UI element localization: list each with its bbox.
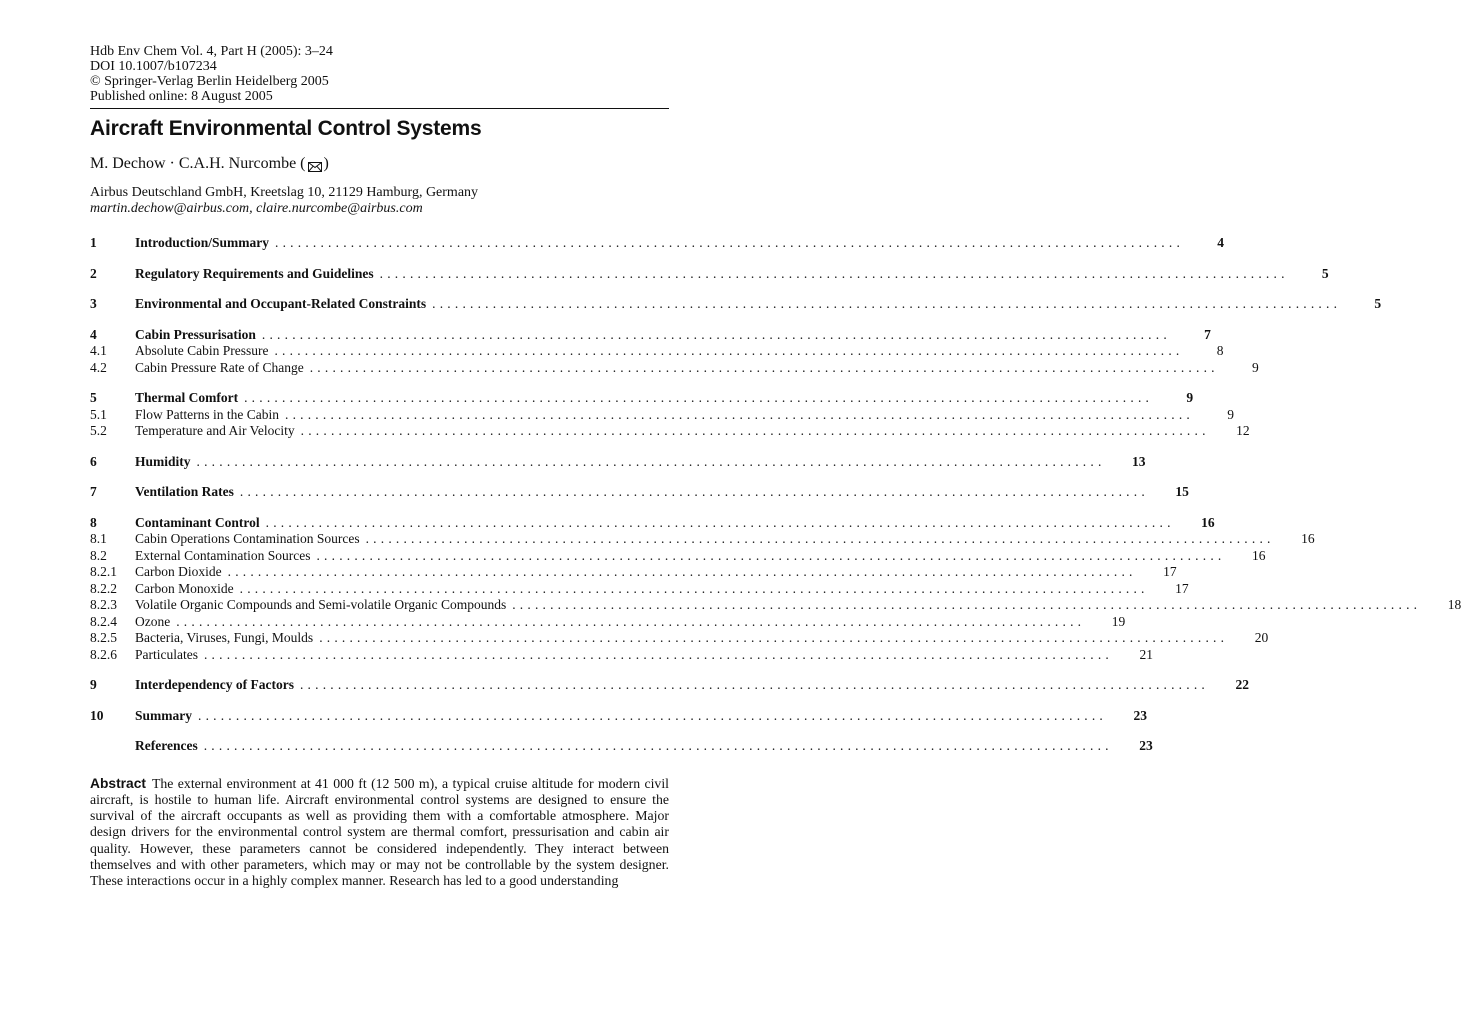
toc-entry-page: 20 (1254, 630, 1269, 645)
toc-entry-title: Bacteria, Viruses, Fungi, Moulds (135, 630, 314, 645)
toc-gap (90, 440, 669, 454)
toc-entry-title: Carbon Monoxide (135, 580, 234, 596)
abstract-label: Abstract (90, 775, 146, 791)
toc-entry-page: 4 (1217, 235, 1225, 250)
toc-dot-leader: ........................................................................................................................ (203, 646, 1113, 662)
toc-entry-page: 19 (1111, 613, 1126, 629)
toc-entry-title: Cabin Pressure Rate of Change (135, 359, 304, 375)
toc-entry-title: Absolute Cabin Pressure (135, 343, 269, 358)
abstract-text: The external environment at 41 000 ft (12 500 m), a typical cruise altitude for modern civil aircraft, is hostile to human life. Aircraft environmental control systems are designed to ensure the survival of the aircraft occupants as well as providing them with a comfortable atmosphere. Major design drivers for the environmental control system are thermal comfort, pressurisation and cabin air quality. However, these parameters cannot be considered independently. They interact between themselves and with other parameters, which may or may not be controllable by the system designer. These interactions occur in a highly complex manner. Research has led to a good understanding (90, 775, 669, 889)
toc-entry-number: 4.2 (90, 359, 107, 375)
doi-line: DOI 10.1007/b107234 (90, 59, 217, 74)
toc-entry-title: Temperature and Air Velocity (135, 423, 295, 438)
toc-dot-leader: ........................................................................................................................ (319, 630, 1229, 645)
toc-entry-number: 8.2.5 (90, 630, 117, 645)
envelope-icon[interactable] (308, 159, 322, 169)
toc-entry-title: Thermal Comfort (135, 390, 239, 405)
toc-gap (90, 252, 669, 266)
author-emails[interactable]: martin.dechow@airbus.com, claire.nurcombe@airbus.com (90, 201, 423, 216)
author-names: M. Dechow · C.A.H. Nurcombe ( (90, 155, 306, 172)
toc-entry-number: 8.2 (90, 547, 107, 563)
toc-gap (90, 724, 669, 738)
published-line: Published online: 8 August 2005 (90, 89, 273, 104)
toc-entry-number: 6 (90, 453, 97, 469)
toc-entry-number: 7 (90, 484, 97, 499)
paper-page (90, 44, 1461, 890)
toc-entry[interactable] (90, 580, 1189, 598)
toc-gap (90, 313, 669, 327)
toc-entry-number: 4.1 (90, 343, 107, 358)
toc-entry[interactable] (90, 707, 1147, 725)
toc-entry[interactable] (90, 235, 1225, 252)
toc-entry-title: Humidity (135, 453, 191, 469)
toc-entry-title: Environmental and Occupant-Related Constraints (135, 296, 427, 311)
toc-dot-leader: ........................................................................................................................ (274, 343, 1184, 358)
toc-entry[interactable] (90, 326, 1211, 344)
toc-entry[interactable] (90, 613, 1126, 631)
toc-entry-page: 7 (1204, 326, 1211, 342)
toc-entry[interactable] (90, 630, 1269, 647)
toc-dot-leader: ........................................................................................................................ (309, 359, 1219, 375)
abstract (90, 776, 669, 890)
toc-entry[interactable] (90, 677, 1249, 694)
toc-gap (90, 501, 669, 515)
toc-entry-title: Ozone (135, 613, 171, 629)
toc-entry-page: 16 (1201, 514, 1215, 530)
toc-entry[interactable] (90, 514, 1215, 532)
toc-entry[interactable] (90, 564, 1177, 581)
toc-entry-page: 9 (1251, 359, 1259, 375)
toc-entry-page: 13 (1132, 453, 1146, 469)
toc-entry-number: 8.1 (90, 531, 107, 546)
toc-entry-title: Interdependency of Factors (135, 677, 294, 692)
toc-dot-leader: ........................................................................................................................ (244, 390, 1154, 405)
toc-entry[interactable] (90, 343, 1224, 360)
journal-line: Hdb Env Chem Vol. 4, Part H (2005): 3–24 (90, 44, 333, 59)
toc-entry-page: 22 (1235, 677, 1249, 692)
toc-gap (90, 376, 669, 390)
toc-entry-number: 2 (90, 265, 97, 281)
author-closing-paren: ) (323, 155, 329, 172)
toc-gap (90, 694, 669, 708)
toc-entry[interactable] (90, 453, 1146, 471)
toc-entry[interactable] (90, 531, 1315, 548)
toc-entry-number: 5.1 (90, 406, 107, 422)
toc-entry[interactable] (90, 484, 1189, 501)
toc-entry-page: 17 (1163, 564, 1177, 579)
toc-entry[interactable] (90, 547, 1266, 565)
toc-entry-page: 9 (1227, 406, 1234, 422)
toc-entry-page: 17 (1175, 580, 1189, 596)
toc-entry-title: Regulatory Requirements and Guidelines (135, 265, 374, 281)
toc-entry-title: Introduction/Summary (135, 235, 270, 250)
toc-dot-leader: ........................................................................................................................ (239, 580, 1149, 596)
toc-entry[interactable] (90, 646, 1153, 664)
toc-entry-page: 21 (1139, 646, 1153, 662)
toc-entry-title: References (135, 738, 198, 753)
toc-entry-page: 12 (1236, 423, 1250, 438)
toc-entry-page: 23 (1139, 738, 1153, 753)
toc-gap (90, 663, 669, 677)
toc-dot-leader: ........................................................................................................................ (365, 531, 1275, 546)
toc-dot-leader: ........................................................................................................................ (316, 547, 1226, 563)
toc-entry-page: 23 (1133, 707, 1147, 723)
toc-entry-title: Ventilation Rates (135, 484, 234, 499)
publication-meta (90, 44, 669, 104)
toc-entry-title: Cabin Operations Contamination Sources (135, 531, 360, 546)
toc-dot-leader: ........................................................................................................................ (512, 597, 1422, 612)
toc-dot-leader: ........................................................................................................................ (300, 423, 1210, 438)
toc-entry[interactable] (90, 406, 1234, 424)
toc-entry-title: Flow Patterns in the Cabin (135, 406, 279, 422)
toc-entry-number: 1 (90, 235, 97, 250)
toc-entry-title: Particulates (135, 646, 198, 662)
toc-dot-leader: ........................................................................................................................ (265, 514, 1175, 530)
toc-entry-number: 8.2.4 (90, 613, 117, 629)
toc-entry-number: 10 (90, 707, 104, 723)
toc-entry-number: 8.2.3 (90, 597, 117, 612)
toc-entry-title: Volatile Organic Compounds and Semi-volatile Organic Compounds (135, 597, 507, 612)
affiliation: Airbus Deutschland GmbH, Kreetslag 10, 21129 Hamburg, Germany (90, 185, 479, 200)
toc-entry-title: Summary (135, 707, 192, 723)
toc-entry-page: 16 (1251, 547, 1266, 563)
toc-entry-title: Carbon Dioxide (135, 564, 222, 579)
toc-entry[interactable] (90, 265, 1329, 283)
toc-entry[interactable] (90, 296, 1382, 313)
toc-dot-leader: ........................................................................................................................ (198, 707, 1107, 723)
toc-entry-page: 15 (1175, 484, 1189, 499)
toc-dot-leader: ........................................................................................................................ (432, 296, 1342, 311)
paper-title: Aircraft Environmental Control Systems (90, 117, 482, 140)
toc-entry[interactable] (90, 597, 1461, 614)
toc-entry-number: 3 (90, 296, 97, 311)
toc-entry-number: 8.2.1 (90, 564, 117, 579)
toc-entry-title: Contaminant Control (135, 514, 260, 530)
toc-entry-number: 8.2.2 (90, 580, 117, 596)
copyright-line: © Springer-Verlag Berlin Heidelberg 2005 (90, 74, 329, 89)
toc-entry-number: 4 (90, 326, 97, 342)
toc-entry-title: Cabin Pressurisation (135, 326, 256, 342)
toc-entry-title: External Contamination Sources (135, 547, 311, 563)
author-line (90, 155, 669, 173)
toc-gap (90, 282, 669, 296)
toc-dot-leader: ........................................................................................................................ (196, 453, 1106, 469)
toc-entry[interactable] (90, 390, 1194, 407)
toc-dot-leader: ........................................................................................................................ (176, 613, 1086, 629)
toc-entry-number: 5 (90, 390, 97, 405)
toc-entry-page: 18 (1447, 597, 1461, 612)
toc-entry-number: 8 (90, 514, 97, 530)
toc-entry[interactable] (90, 423, 1250, 440)
toc-dot-leader: ........................................................................................................................ (203, 738, 1113, 753)
toc-entry-page: 5 (1374, 296, 1382, 311)
toc-entry[interactable] (90, 359, 1259, 377)
toc-entry-page: 16 (1301, 531, 1315, 546)
toc-entry-page: 8 (1216, 343, 1224, 358)
toc-entry-number: 5.2 (90, 423, 107, 438)
toc-dot-leader: ........................................................................................................................ (227, 564, 1137, 579)
toc-dot-leader: ........................................................................................................................ (261, 326, 1171, 342)
toc-dot-leader: ........................................................................................................................ (379, 265, 1289, 281)
toc-entry[interactable] (90, 738, 1153, 755)
toc-entry-page: 5 (1321, 265, 1329, 281)
header-rule (90, 108, 669, 109)
toc-gap (90, 470, 669, 484)
toc-dot-leader: ........................................................................................................................ (239, 484, 1149, 499)
toc-entry-number: 8.2.6 (90, 646, 117, 662)
toc-dot-leader: ........................................................................................................................ (275, 235, 1185, 250)
toc-dot-leader: ........................................................................................................................ (285, 406, 1194, 422)
toc-dot-leader: ........................................................................................................................ (299, 677, 1209, 692)
table-of-contents (90, 235, 1461, 755)
toc-entry-number: 9 (90, 677, 97, 692)
toc-entry-page: 9 (1186, 390, 1194, 405)
